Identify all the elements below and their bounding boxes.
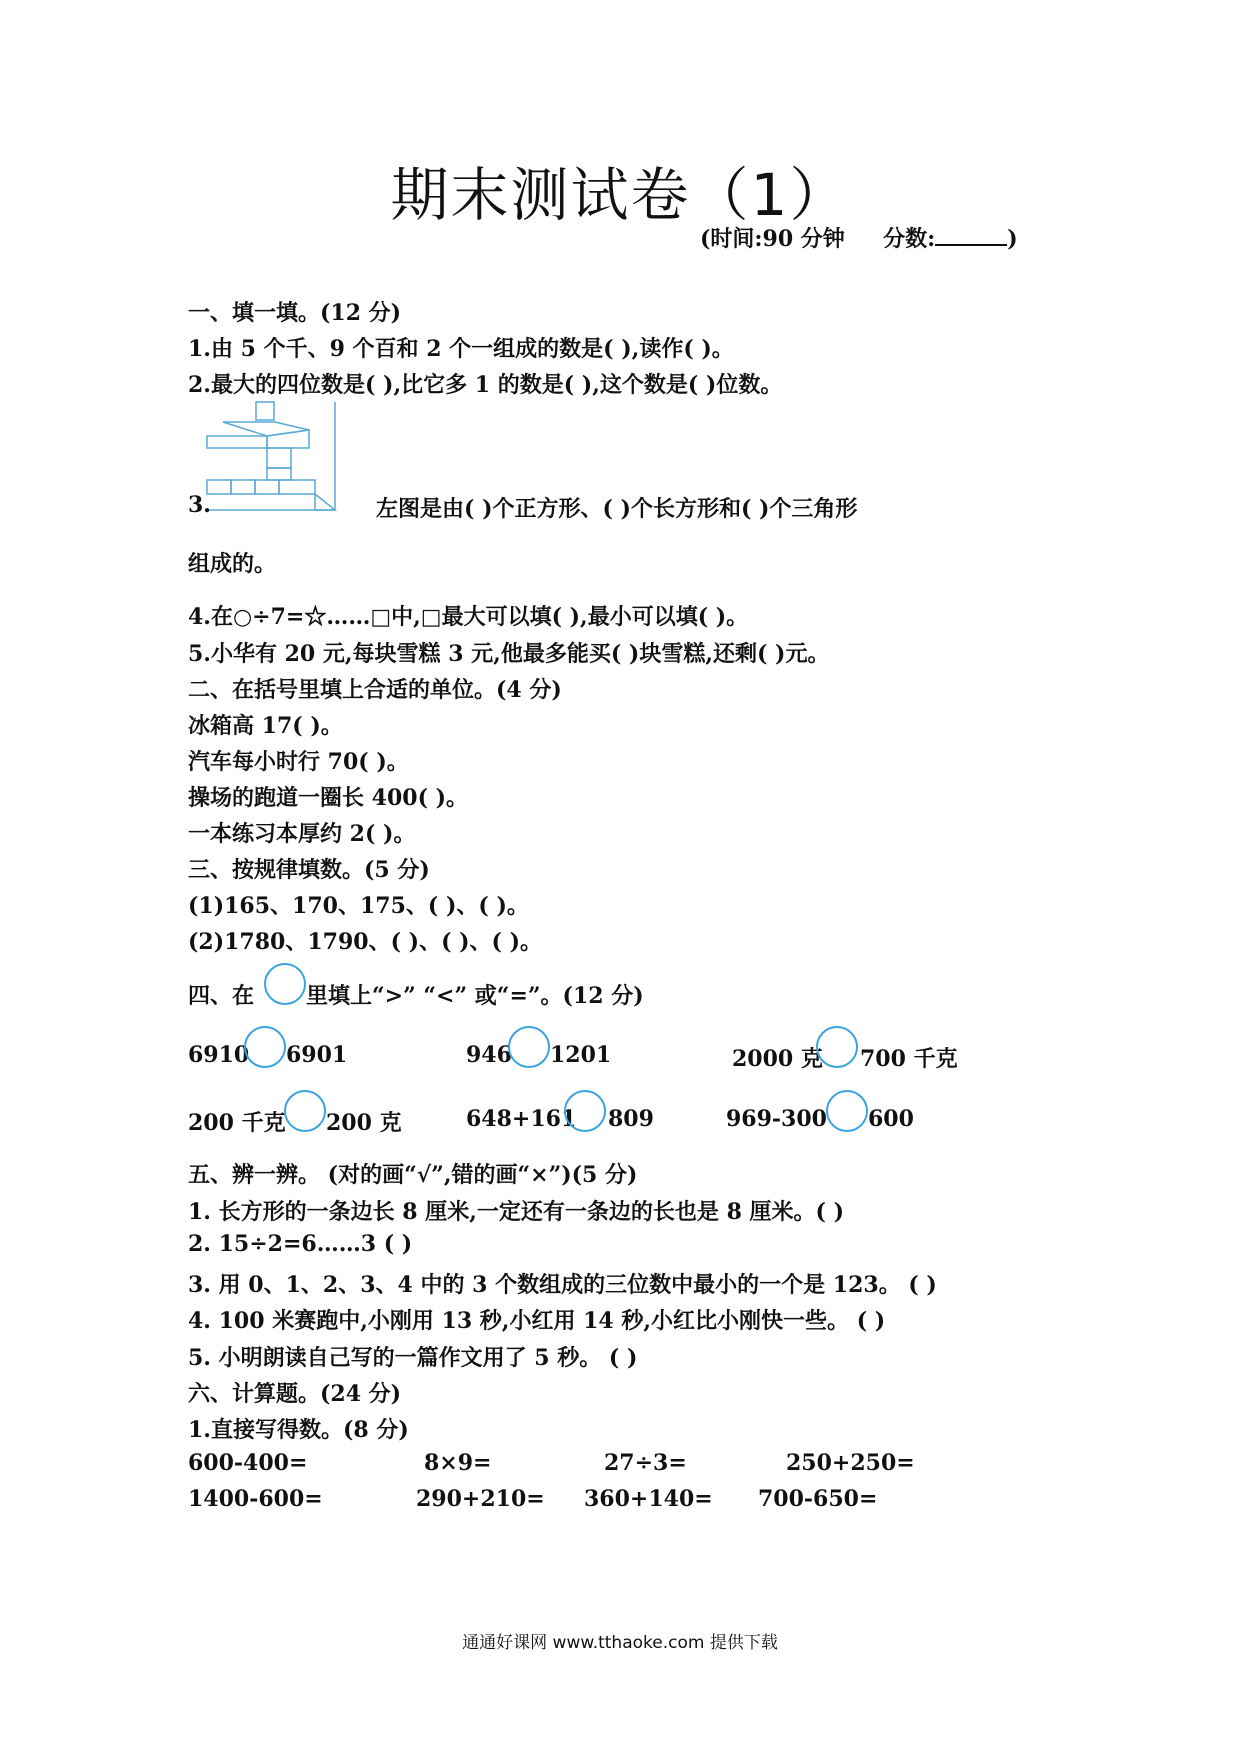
s1-question-3-number: 3. bbox=[188, 492, 211, 518]
s1-question-3: 左图是由( )个正方形、( )个长方形和( )个三角形 bbox=[376, 496, 858, 522]
header-circle-icon bbox=[264, 963, 306, 1005]
compare-left-4: 200 千克 bbox=[188, 1110, 286, 1136]
score-label: 分数: bbox=[883, 226, 936, 252]
compare-right-4: 200 克 bbox=[326, 1110, 402, 1136]
s3-question-2: (2)1780、1790、( )、( )、( )。 bbox=[188, 929, 543, 955]
section4-header-a: 四、在 bbox=[188, 983, 255, 1009]
meta-close: ) bbox=[1007, 226, 1018, 252]
calc-item: 250+250= bbox=[786, 1450, 915, 1476]
compare-circle-1[interactable] bbox=[244, 1026, 286, 1068]
compare-right-3: 700 千克 bbox=[860, 1046, 958, 1072]
fig-rect-bottom-3 bbox=[255, 480, 279, 494]
section5-header: 五、辨一辨。 (对的画“√”,错的画“×”)(5 分) bbox=[188, 1162, 638, 1188]
s3-question-1: (1)165、170、175、( )、( )。 bbox=[188, 893, 529, 919]
fig-triangle-mid bbox=[267, 430, 309, 448]
exam-meta bbox=[700, 222, 1018, 253]
calc-item: 8×9= bbox=[424, 1450, 492, 1476]
s6-subheader-1: 1.直接写得数。(8 分) bbox=[188, 1417, 409, 1443]
compare-right-5: 809 bbox=[608, 1106, 654, 1132]
compare-left-2: 946 bbox=[466, 1042, 512, 1068]
fig-square-top bbox=[256, 402, 274, 420]
s5-question-2: 2. 15÷2=6……3 ( ) bbox=[188, 1231, 413, 1257]
calc-item: 600-400= bbox=[188, 1450, 308, 1476]
fig-rect-bottom-2 bbox=[231, 480, 255, 494]
s1-question-5: 5.小华有 20 元,每块雪糕 3 元,他最多能买( )块雪糕,还剩( )元。 bbox=[188, 641, 830, 667]
compare-left-1: 6910 bbox=[188, 1042, 250, 1068]
fig-rect-bottom-4 bbox=[279, 480, 315, 494]
section3-header: 三、按规律填数。(5 分) bbox=[188, 857, 430, 883]
compare-left-3: 2000 克 bbox=[732, 1046, 823, 1072]
section6-header: 六、计算题。(24 分) bbox=[188, 1381, 402, 1407]
section2-header: 二、在括号里填上合适的单位。(4 分) bbox=[188, 677, 562, 703]
compare-circle-4[interactable] bbox=[284, 1090, 326, 1132]
compare-circle-2[interactable] bbox=[508, 1026, 550, 1068]
compare-circle-5[interactable] bbox=[564, 1090, 606, 1132]
tangram-figure bbox=[205, 400, 345, 520]
fig-square-mid bbox=[267, 448, 291, 468]
s5-question-4: 4. 100 米赛跑中,小刚用 13 秒,小红用 14 秒,小红比小刚快一些。 ( ) bbox=[188, 1308, 886, 1334]
s2-question-2: 汽车每小时行 70( )。 bbox=[188, 749, 409, 775]
calc-item: 360+140= bbox=[584, 1486, 713, 1512]
calc-item: 700-650= bbox=[758, 1486, 878, 1512]
s1-question-4: 4.在○÷7=☆……□中,□最大可以填( ),最小可以填( )。 bbox=[188, 604, 749, 630]
compare-right-6: 600 bbox=[868, 1106, 914, 1132]
s2-question-1: 冰箱高 17( )。 bbox=[188, 713, 343, 739]
fig-rect-mid bbox=[207, 436, 267, 448]
footer-source: 通通好课网 www.tthaoke.com 提供下载 bbox=[462, 1633, 778, 1653]
section1-header: 一、填一填。(12 分) bbox=[188, 300, 402, 326]
fig-triangle-upper bbox=[223, 422, 309, 436]
compare-right-1: 6901 bbox=[286, 1042, 348, 1068]
s1-question-3-cont: 组成的。 bbox=[188, 551, 277, 577]
page-title: 期末测试卷（1） bbox=[390, 161, 850, 229]
calc-item: 27÷3= bbox=[604, 1450, 687, 1476]
compare-right-2: 1201 bbox=[550, 1042, 612, 1068]
s5-question-5: 5. 小明朗读自己写的一篇作文用了 5 秒。 ( ) bbox=[188, 1345, 638, 1371]
s5-question-3: 3. 用 0、1、2、3、4 中的 3 个数组成的三位数中最小的一个是 123。 ( ) bbox=[188, 1272, 937, 1298]
s1-question-2: 2.最大的四位数是( ),比它多 1 的数是( ),这个数是( )位数。 bbox=[188, 372, 783, 398]
time-label: (时间:90 分钟 bbox=[700, 226, 845, 252]
compare-circle-3[interactable] bbox=[816, 1026, 858, 1068]
s1-question-1: 1.由 5 个千、9 个百和 2 个一组成的数是( ),读作( )。 bbox=[188, 336, 734, 362]
s5-question-1: 1. 长方形的一条边长 8 厘米,一定还有一条边的长也是 8 厘米。( ) bbox=[188, 1199, 845, 1225]
s2-question-4: 一本练习本厚约 2( )。 bbox=[188, 821, 416, 847]
compare-left-6: 969-300 bbox=[726, 1106, 827, 1132]
s2-question-3: 操场的跑道一圈长 400( )。 bbox=[188, 785, 469, 811]
section4-header-b: 里填上“>” “<” 或“=”。(12 分) bbox=[306, 983, 644, 1009]
calc-item: 290+210= bbox=[416, 1486, 545, 1512]
calc-item: 1400-600= bbox=[188, 1486, 323, 1512]
score-blank[interactable] bbox=[935, 226, 1007, 246]
compare-left-5: 648+161 bbox=[466, 1106, 577, 1132]
fig-triangle-corner bbox=[315, 494, 335, 510]
fig-rect-small bbox=[267, 468, 291, 480]
compare-circle-6[interactable] bbox=[826, 1090, 868, 1132]
